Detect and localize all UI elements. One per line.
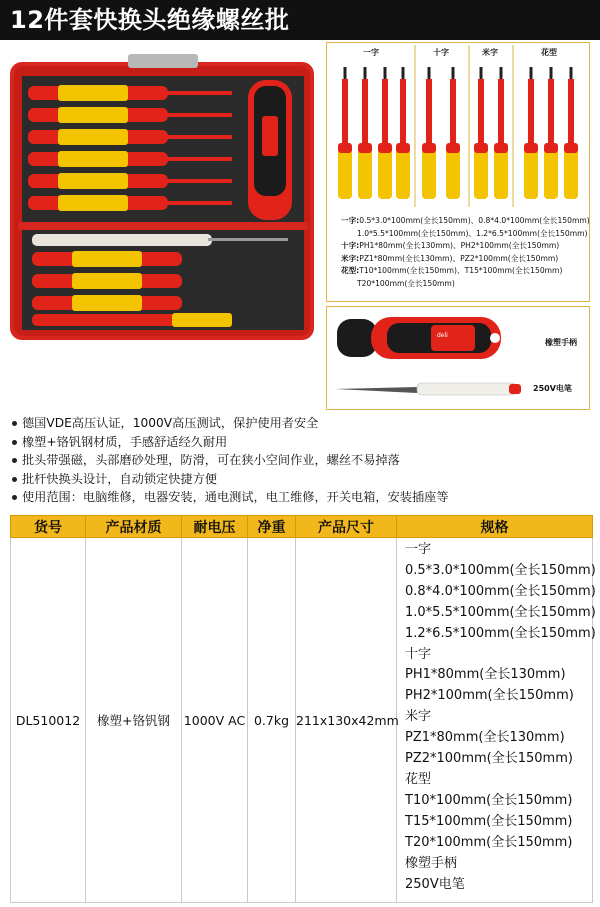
cell-specs [397,538,596,903]
header-material: 产品材质 [86,516,182,538]
cell-weight: 0.7kg [248,538,296,903]
cell-voltage: 1000V AC [182,538,248,903]
spec-table [10,515,596,903]
spec-line: 十字 [405,646,432,662]
cell-sku: DL510012 [11,538,86,903]
cell-size: 211x130x42mm [296,538,397,903]
gallery-spec-line: 花型:T10*100mm(全长150mm)、T15*100mm(全长150mm) [341,266,563,275]
bit-illustration [396,67,410,199]
accessory-detail [326,306,590,410]
gallery-spec-line: T20*100mm(全长150mm) [357,278,455,288]
spec-line: PZ1*80mm(全长130mm) [405,730,565,746]
spec-line: 0.8*4.0*100mm(全长150mm) [405,583,596,599]
category-pozidriv: 米字 [482,48,498,57]
handle-label: 橡塑手柄 [545,338,577,347]
spec-line: T15*100mm(全长150mm) [405,813,573,829]
spec-line: 橡塑手柄 [405,855,458,871]
bit-illustration [474,67,488,199]
category-phillips: 十字 [433,48,449,57]
bit-illustration [494,67,508,199]
bit-illustration [524,67,538,199]
header-sku: 货号 [11,516,86,538]
bit-illustration [564,67,578,199]
header-voltage: 耐电压 [182,516,248,538]
gallery-spec-line: 米字:PZ1*80mm(全长130mm)、PZ2*100mm(全长150mm) [341,253,559,263]
spec-line: T10*100mm(全长150mm) [405,792,573,808]
spec-line: PH2*100mm(全长150mm) [405,688,574,704]
spec-line: 0.5*3.0*100mm(全长150mm) [405,562,596,578]
bit-illustration [358,67,372,199]
page-title: 12件套快换头绝缘螺丝批 [10,6,290,34]
test-pen-illustration [335,383,521,395]
spec-line: 1.0*5.5*100mm(全长150mm) [405,604,596,620]
bit-illustration [338,67,352,199]
category-slotted: 一字 [363,48,379,57]
cell-material: 橡塑+铬钒钢 [86,538,182,903]
feature-item: 批头带强磁，头部磨砂处理，防滑，可在狭小空间作业，螺丝不易掉落 [12,451,592,470]
gallery-spec-line: 一字:0.5*3.0*100mm(全长150mm)、0.8*4.0*100mm(全长150mm) [341,216,590,225]
spec-line: 250V电笔 [405,876,465,892]
bit-illustration [544,67,558,199]
pen-label: 250V电笔 [533,384,572,393]
bit-illustration [378,67,392,199]
table-row [11,538,593,903]
spec-line: 一字 [405,542,432,557]
feature-item: 使用范围：电脑维修，电器安装，通电测试，电工维修，开关电箱，安装插座等 [12,488,592,507]
bit-type-gallery [326,42,590,302]
gallery-spec-line: 十字:PH1*80mm(全长130mm)、PH2*100mm(全长150mm) [341,241,560,250]
kit-handle [248,80,292,220]
header-specs: 规格 [397,516,593,538]
spec-line: PH1*80mm(全长130mm) [405,667,566,683]
title-bar [0,0,600,40]
feature-list [12,414,592,507]
spec-line: 米字 [405,709,432,725]
header-weight: 净重 [248,516,296,538]
gallery-spec-line: 1.0*5.5*100mm(全长150mm)、1.2*6.5*100mm(全长150mm) [357,228,588,238]
table-header-row [11,516,593,538]
bit-illustration [422,67,436,199]
handle-illustration [337,317,501,359]
product-kit-photo [8,46,318,346]
spec-line: 1.2*6.5*100mm(全长150mm) [405,625,596,641]
feature-item: 橡塑+铬钒钢材质，手感舒适经久耐用 [12,433,592,452]
category-torx: 花型 [541,48,557,57]
header-size: 产品尺寸 [296,516,397,538]
feature-item: 德国VDE高压认证，1000V高压测试，保护使用者安全 [12,414,592,433]
spec-line: 花型 [405,771,432,787]
bit-type-illustration [327,43,589,213]
spec-line: PZ2*100mm(全长150mm) [405,751,573,767]
feature-item: 批杆快换头设计，自动锁定快捷方便 [12,470,592,489]
brand-mark: deli [437,332,448,339]
bit-illustration [446,67,460,199]
spec-line: T20*100mm(全长150mm) [405,834,573,850]
